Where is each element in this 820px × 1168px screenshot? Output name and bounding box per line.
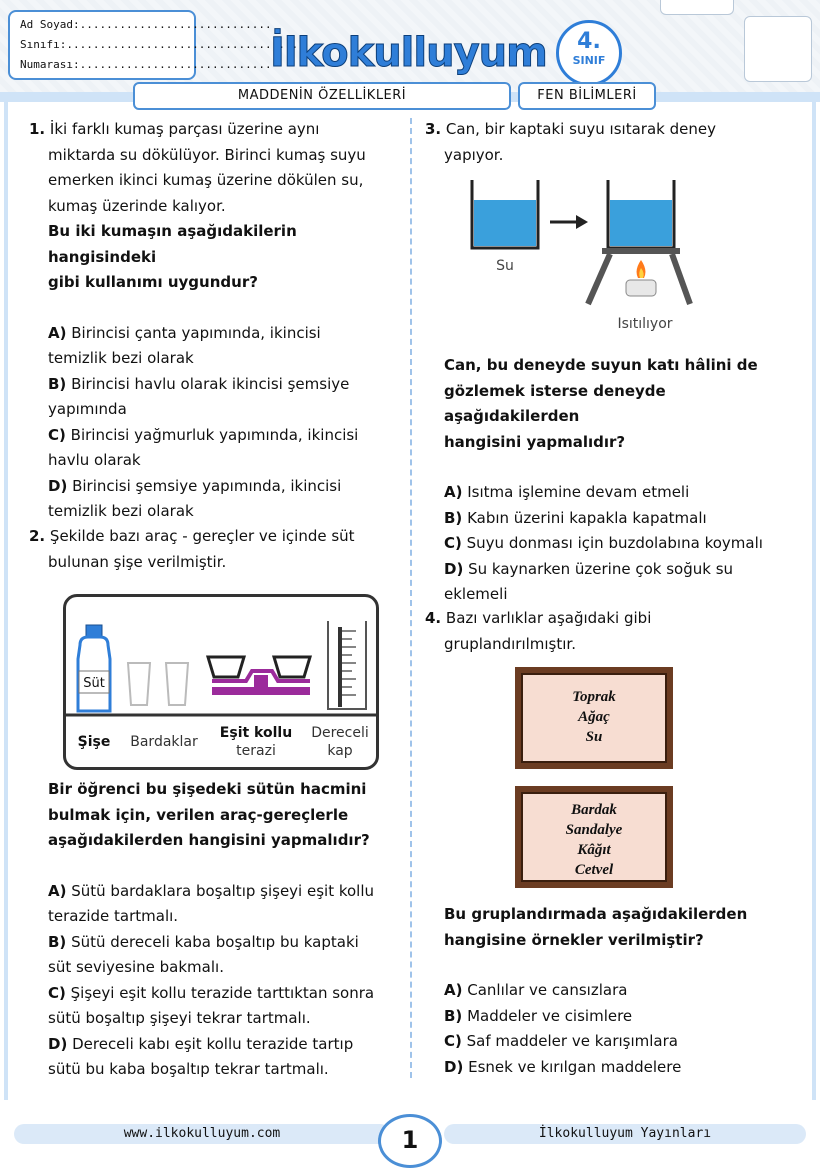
caption-scale-1: Eşit kollu [219, 725, 293, 741]
q3-option-b[interactable]: B) Kabın üzerini kapakla kapatmalı [444, 508, 707, 527]
q1-stem-line: miktarda su dökülüyor. Birinci kumaş suyu [48, 145, 366, 164]
question-2 [29, 524, 399, 575]
heating-figure [462, 176, 702, 336]
question-1 [29, 117, 399, 525]
group-1-item: Ağaç [578, 709, 610, 725]
question-4 [425, 606, 805, 657]
grade-label: SINIF [572, 54, 606, 67]
score-box [744, 16, 812, 82]
grade-number: 4. [577, 29, 601, 54]
q2-question-line: bulmak için, verilen araç-gereçlerle [48, 805, 349, 824]
caption-bottle: Şişe [77, 734, 111, 750]
q3-stem-line: Can, bir kaptaki suyu ısıtarak deney [445, 120, 716, 138]
question-2-body [29, 777, 399, 1083]
heating-illustration [462, 176, 702, 336]
caption-scale-2: terazi [236, 743, 276, 759]
q4-option-b[interactable]: B) Maddeler ve cisimlere [444, 1006, 633, 1025]
q1-option-d[interactable]: D) Birincisi şemsiye yapımında, ikincisi [48, 476, 342, 495]
grade-badge [556, 20, 622, 86]
q1-question-line: Bu iki kumaşın aşağıdakilerin hangisindeki [48, 222, 297, 266]
q1-option-d-cont: temizlik bezi olarak [48, 502, 194, 520]
q2-stem-line: Şekilde bazı araç - gereçler ve içinde süt [49, 527, 355, 545]
subject-label: FEN BİLİMLERİ [518, 82, 656, 110]
q2-number: 2. [29, 527, 46, 545]
column-divider [410, 118, 412, 1078]
q3-stem-line: yapıyor. [444, 145, 504, 164]
q2-option-b[interactable]: B) Sütü dereceli kaba boşaltıp bu kaptaki [48, 932, 359, 951]
q1-number: 1. [29, 120, 46, 138]
group-2-item: Bardak [571, 802, 617, 818]
group-2-board [515, 786, 673, 888]
q1-stem-line: emerken ikinci kumaş üzerine dökülen su, [48, 171, 364, 189]
q2-option-d-cont: sütü bu kaba boşaltıp tekrar tartmalı. [48, 1060, 329, 1078]
q3-option-a[interactable]: A) Isıtma işlemine devam etmeli [444, 483, 690, 501]
q2-option-c-cont: sütü boşaltıp şişeyi tekrar tartmalı. [48, 1009, 311, 1027]
q1-option-c[interactable]: C) Birincisi yağmurluk yapımında, ikincisi [48, 425, 359, 444]
group-1-board [515, 667, 673, 769]
q2-option-b-cont: süt seviyesine bakmalı. [48, 958, 224, 976]
corner-tab [660, 0, 734, 15]
q4-option-d[interactable]: D) Esnek ve kırılgan maddelere [444, 1057, 682, 1076]
q4-question-line: hangisine örnekler verilmiştir? [444, 930, 704, 949]
caption-glasses: Bardaklar [130, 734, 198, 750]
q2-option-c[interactable]: C) Şişeyi eşit kollu terazide tarttıktan sonra [48, 983, 375, 1002]
q2-option-a-cont: terazide tartmalı. [48, 907, 179, 925]
q2-option-a[interactable]: A) Sütü bardaklara boşaltıp şişeyi eşit kollu [48, 881, 375, 900]
group-2-item: Sandalye [565, 822, 623, 838]
q3-option-d[interactable]: D) Su kaynarken üzerine çok soğuk su [444, 559, 734, 578]
topic-label: MADDENİN ÖZELLİKLERİ [133, 82, 511, 110]
caption-cylinder-1: Dereceli [311, 725, 369, 741]
group-2-item: Cetvel [574, 862, 614, 878]
q3-option-c[interactable]: C) Suyu donması için buzdolabına koymalı [444, 534, 763, 552]
q2-stem-line: bulunan şişe verilmiştir. [48, 552, 227, 571]
frame-right [812, 100, 816, 1100]
q4-stem-line: Bazı varlıklar aşağıdaki gibi [445, 609, 652, 627]
q3-option-d-cont: eklemeli [444, 585, 508, 603]
q1-option-c-cont: havlu olarak [48, 451, 141, 469]
q2-option-d[interactable]: D) Dereceli kabı eşit kollu terazide tartıp [48, 1034, 354, 1053]
q1-option-b[interactable]: B) Birincisi havlu olarak ikincisi şemsiye [48, 374, 350, 393]
q1-stem-line: kumaş üzerinde kalıyor. [48, 196, 226, 215]
q1-option-b-cont: yapımında [48, 400, 127, 418]
caption-heating: Isıtılıyor [617, 316, 673, 332]
caption-cylinder-2: kap [327, 743, 353, 759]
question-4-body [425, 902, 805, 1080]
q3-number: 3. [425, 120, 442, 138]
frame-left [4, 100, 8, 1100]
q3-question-line: hangisini yapmalıdır? [444, 432, 626, 451]
balance-scale [208, 657, 310, 695]
q4-option-a[interactable]: A) Canlılar ve cansızlara [444, 981, 628, 999]
graduated-cylinder [328, 621, 366, 709]
milk-bottle [78, 625, 110, 711]
q3-question-line: gözlemek isterse deneyde aşağıdakilerden [444, 381, 666, 425]
name-field[interactable]: Ad Soyad:............................. [20, 18, 272, 31]
lab-equipment-illustration [66, 597, 376, 767]
q2-question-line: Bir öğrenci bu şişedeki sütün hacmini [48, 780, 367, 798]
question-3 [425, 117, 805, 168]
q1-option-a-cont: temizlik bezi olarak [48, 349, 194, 367]
group-1-item: Su [585, 729, 603, 745]
q3-question-line: Can, bu deneyde suyun katı hâlini de [444, 356, 758, 374]
q4-stem-line: gruplandırılmıştır. [444, 634, 576, 653]
bottle-label: Süt [83, 676, 105, 691]
number-field[interactable]: Numarası:............................. [20, 58, 272, 71]
q4-number: 4. [425, 609, 442, 627]
q2-question-line: aşağıdakilerden hangisini yapmalıdır? [48, 831, 370, 849]
page-number: 1 [378, 1114, 442, 1168]
question-3-body [425, 353, 805, 608]
group-2-item: Kâğıt [577, 842, 611, 858]
lab-equipment-figure [63, 594, 379, 770]
class-field[interactable]: Sınıfı:................................... [20, 38, 299, 51]
logo: İlkokulluyum [270, 30, 547, 76]
q1-option-a[interactable]: A) Birincisi çanta yapımında, ikincisi [48, 323, 321, 342]
q1-stem-line: İki farklı kumaş parçası üzerine aynı [49, 120, 320, 138]
footer-publisher: İlkokulluyum Yayınları [444, 1124, 806, 1144]
caption-water: Su [496, 258, 514, 274]
q4-question-line: Bu gruplandırmada aşağıdakilerden [444, 905, 748, 923]
q4-option-c[interactable]: C) Saf maddeler ve karışımlara [444, 1032, 678, 1050]
group-1-item: Toprak [572, 689, 616, 705]
q1-question-line: gibi kullanımı uygundur? [48, 273, 258, 291]
footer-website[interactable]: www.ilkokulluyum.com [14, 1124, 390, 1144]
student-info-box [8, 10, 299, 80]
